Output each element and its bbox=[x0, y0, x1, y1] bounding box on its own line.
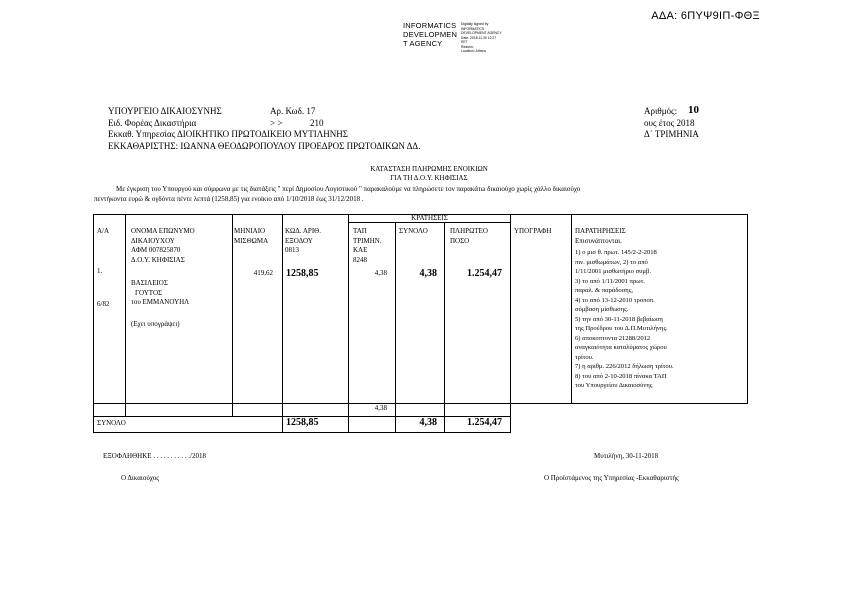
logo-line: T AGENCY bbox=[403, 39, 443, 48]
beneficiary-name bbox=[131, 279, 189, 308]
fine-line: INFORMATICS bbox=[461, 26, 485, 31]
header-line: ΠΑΡΑΤΗΡΗΣΕΙΣ bbox=[575, 227, 626, 235]
header-line: ΜΗΝΙΑΙΟ bbox=[234, 227, 266, 235]
remark-line: 3) το από 1/11/2001 πρωτ. bbox=[575, 277, 645, 285]
fine-line: Digitally signed by bbox=[461, 22, 489, 26]
clearing-officer: ΕΚΚΑΘΑΡΙΣΤΗΣ: ΙΩΑΝΝΑ ΘΕΟΔΩΡΟΠΟΥΛΟΥ ΠΡΟΕΔΡΟΣ ΠΡΩΤΟΔΙΚΩΝ ΔΔ. bbox=[108, 141, 421, 151]
col-line bbox=[510, 214, 511, 433]
head-signature: Ο Προϊστάμενος της Υπηρεσίας -Εκκαθαριστής bbox=[544, 474, 679, 482]
header-line: ΤΑΠ bbox=[353, 227, 367, 235]
header-line: ΠΛΗΡΩΤΕΟ bbox=[450, 227, 488, 235]
col-line bbox=[747, 214, 748, 404]
name-line: ΓΟΥΤΟΣ bbox=[135, 288, 163, 297]
remark-line: σύμβαση μίσθωσης. bbox=[575, 306, 629, 313]
col-line bbox=[93, 214, 94, 433]
col-line bbox=[125, 214, 126, 417]
remark-line: αναγκαιότητα καταλύματος χώρου bbox=[575, 344, 667, 351]
budget-code: Αρ. Κωδ. 17 bbox=[270, 106, 316, 116]
special-body: Ειδ. Φορέας Δικαστήρια bbox=[108, 118, 197, 128]
col-header-tap bbox=[353, 227, 382, 265]
header-line: ΜΙΣΘΩΜΑ bbox=[234, 236, 269, 245]
remark-line: πιν. μισθωμάτων, 2) το από bbox=[575, 258, 648, 266]
col-line bbox=[232, 214, 233, 417]
header-line: 8248 bbox=[353, 255, 367, 264]
ada-code: ΑΔΑ: 6ΠΥΨ9ΙΠ-ΦΘΞ bbox=[651, 10, 760, 22]
col-header-remarks bbox=[575, 227, 626, 246]
header-line: Επισυνάπτονται. bbox=[575, 236, 622, 245]
header-line: ΚΩΔ. ΑΡΙΘ. bbox=[285, 227, 321, 235]
document-subtitle: ΓΙΑ ΤΗ Δ.Ο.Υ. ΚΗΦΙΣΙΑΣ bbox=[390, 174, 468, 182]
tap-value: 4,38 bbox=[374, 269, 387, 277]
remark-line: 1/11/2001 μισθωτήριο συμβ. bbox=[575, 268, 651, 275]
number-label: Αριθμός: bbox=[644, 106, 678, 116]
header-line: 0813 bbox=[285, 246, 299, 254]
col-header-aa: Α/Α bbox=[97, 227, 110, 235]
fine-line: Date: 2018.11.30 12:27 bbox=[461, 35, 497, 40]
intro-paragraph bbox=[94, 184, 746, 204]
place-date: Μυτιλήνη, 30-11-2018 bbox=[594, 452, 659, 460]
col-header-signature: ΥΠΟΓΡΑΦΗ bbox=[514, 227, 552, 235]
intro-line: πεντήκοντα ευρώ & ογδόντα πέντε λεπτά (1258,85) για ενοίκιο από 1/10/2018 έως 31/12/2018 . bbox=[94, 195, 364, 203]
ministry: ΥΠΟΥΡΓΕΙΟ ΔΙΚΑΙΟΣΥΝΗΣ bbox=[108, 106, 222, 116]
totals-deductions: 4,38 bbox=[419, 417, 437, 428]
totals-label: ΣΥΝΟΛΟ bbox=[97, 419, 126, 427]
remark-line: της Προέδρου του Δ.Π.Μυτιλήνης. bbox=[575, 325, 668, 332]
remark-line: τρίτου. bbox=[575, 353, 594, 361]
deductions-header: ΚΡΑΤΗΣΕΙΣ bbox=[411, 214, 448, 222]
payment-table bbox=[93, 214, 748, 433]
col-header-total: ΣΥΝΟΛΟ bbox=[399, 227, 428, 235]
fine-line: Location: Athens bbox=[461, 49, 487, 53]
col-line bbox=[395, 222, 396, 433]
col-line bbox=[282, 214, 283, 433]
remark-line: παραλ. & παράδοσης, bbox=[575, 287, 633, 294]
logo-line: INFORMATICS bbox=[403, 21, 457, 30]
special-body-arrows: > > bbox=[270, 118, 283, 128]
total-deductions: 4,38 bbox=[419, 268, 437, 279]
fine-line: DEVELOPMENT AGENCY bbox=[461, 31, 502, 35]
fine-line: Reason: bbox=[461, 44, 474, 49]
table-body-bottom bbox=[93, 403, 748, 404]
col-header-monthly-rent bbox=[234, 227, 268, 246]
remark-line: 8) του από 2-10-2018 πίνακα ΤΑΠ bbox=[575, 372, 667, 380]
header-line: ΟΝΟΜΑ ΕΠΩΝΥΜΟ bbox=[131, 227, 195, 235]
name-line: του ΕΜΜΑΝΟΥΗΛ bbox=[131, 298, 190, 306]
special-body-code: 210 bbox=[310, 118, 324, 128]
col-line bbox=[444, 222, 445, 433]
fiscal-year: ους έτος 2018 bbox=[644, 118, 695, 128]
col-header-name bbox=[131, 227, 195, 265]
col-line bbox=[571, 214, 572, 404]
remark-line: 6) αποκοπτοντα 21288/2012 bbox=[575, 334, 651, 342]
totals-expense: 1258,85 bbox=[286, 417, 319, 428]
fine-line: EET bbox=[461, 40, 468, 44]
beneficiary-signature: Ο Δικαιούχος bbox=[121, 474, 160, 482]
remark-line: 4) το από 13-12-2010 τροποπ. bbox=[575, 296, 655, 304]
row-aa: 1. bbox=[97, 267, 103, 275]
number-value: 10 bbox=[688, 104, 699, 116]
remark-line: 1) ο μισ θ. πρωτ. 145/2-2-2018 bbox=[575, 249, 657, 256]
intro-line: Με έγκριση του Υπουργού και σύμφωνα με τις διατάξεις " περί Δημοσίου Λογιστικού " παρακαλούμε να πληρώσετε τον παρακάτω δικαιούχο χωρίς χάλλο δικαιούχο bbox=[116, 185, 581, 193]
header-line: ΠΟΣΟ bbox=[450, 236, 470, 245]
remarks-list bbox=[575, 248, 674, 391]
name-line: ΒΑΣΙΛΕΙΟΣ bbox=[131, 279, 168, 287]
monthly-rent-value: 419,62 bbox=[253, 269, 273, 277]
expense-amount: 1258,85 bbox=[286, 268, 319, 279]
header-line: ΚΑΕ bbox=[353, 246, 368, 254]
tap-subtotal: 4,38 bbox=[374, 404, 387, 412]
payable-amount: 1.254,47 bbox=[467, 268, 502, 279]
logo-line: DEVELOPMEN bbox=[403, 30, 458, 39]
digital-signature-logo bbox=[403, 21, 457, 48]
clearing-service: Εκκαθ. Υπηρεσίας ΔΙΟΙΚΗΤΙΚΟ ΠΡΩΤΟΔΙΚΕΙΟ ΜΥΤΙΛΗΝΗΣ bbox=[108, 129, 349, 139]
header-line: ΤΡΙΜΗΝ. bbox=[353, 236, 382, 245]
document-title: ΚΑΤΑΣΤΑΣΗ ΠΛΗΡΩΜΗΣ ΕΝΟΙΚΙΩΝ bbox=[370, 165, 488, 173]
quarter: Δ΄ ΤΡΙΜΗΝΙΑ bbox=[644, 129, 699, 139]
col-header-payable bbox=[450, 227, 488, 246]
col-line bbox=[348, 214, 349, 433]
remark-line: 7) η αριθμ. 226/2012 δήλωση τρίτου. bbox=[575, 363, 674, 370]
header-line: ΔΙΚΑΙΟΥΧΟΥ bbox=[131, 236, 175, 245]
remark-line: του Υπουργείου Δικαιοσύνης bbox=[575, 382, 653, 389]
totals-payable: 1.254,47 bbox=[467, 417, 502, 428]
paid-line: ΕΞΟΦΛΗΘΗΚΕ . . . . . . . . . . ./2018 bbox=[103, 452, 206, 460]
header-line: ΑΦΜ 007825870 bbox=[131, 246, 181, 254]
signature-fine-print bbox=[461, 22, 502, 54]
col-header-expense-code bbox=[285, 227, 321, 256]
row-aa-sub: 6/82 bbox=[97, 300, 110, 308]
signed-note: (Εχει υπογράψει) bbox=[131, 320, 180, 328]
header-line: ΕΞΟΔΟΥ bbox=[285, 236, 313, 245]
remark-line: 5) την από 30-11-2018 βεβαίωση bbox=[575, 315, 663, 323]
table-border-bottom bbox=[93, 432, 510, 433]
header-line: Δ.Ο.Υ. ΚΗΦΙΣΙΑΣ bbox=[131, 255, 185, 264]
